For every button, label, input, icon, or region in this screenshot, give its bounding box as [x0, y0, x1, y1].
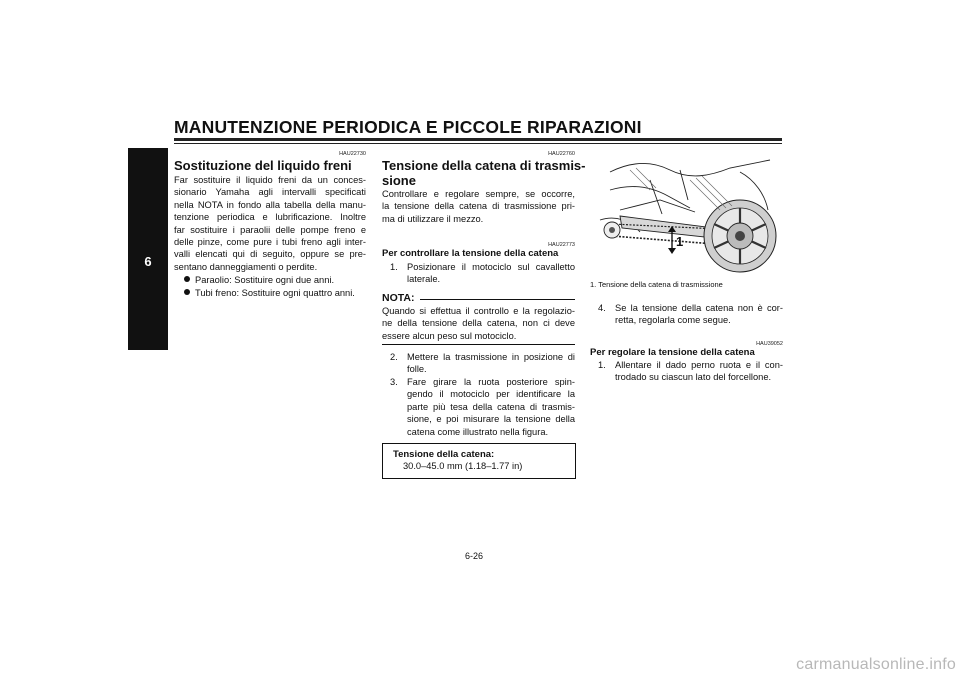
text-line: Fare girare la ruota posteriore spin-: [407, 377, 575, 387]
chapter-number: 6: [144, 254, 152, 269]
step-number: 4.: [598, 303, 606, 313]
title-line: sione: [382, 173, 416, 188]
text-line: far sostituire i paraolii delle pompe freno e: [174, 224, 366, 235]
page-header: MANUTENZIONE PERIODICA E PICCOLE RIPARAZIONI: [174, 117, 642, 137]
step-number: 1.: [390, 262, 398, 272]
section-title-chain-tension: [382, 158, 586, 188]
text-line: Se la tensione della catena non è cor-: [615, 303, 783, 313]
text-line: ma di utilizzare il mezzo.: [382, 213, 484, 224]
step-2: [390, 351, 575, 376]
bullet-text: Tubi freno: Sostituire ogni quattro anni.: [195, 288, 355, 298]
chain-figure: [590, 150, 783, 273]
watermark: carmanualsonline.info: [796, 656, 956, 673]
step-4: [598, 302, 783, 327]
bullet-text: Paraolio: Sostituire ogni due anni.: [195, 275, 335, 285]
step-adjust-1: [598, 359, 783, 384]
spec-value: 30.0–45.0 mm (1.18–1.77 in): [403, 461, 523, 471]
figure-caption: 1. Tensione della catena di trasmissione: [590, 280, 723, 289]
text-line: Posizionare il motociclo sul cavalletto: [407, 262, 575, 272]
text-line: gendo il motociclo per identificare la: [407, 389, 575, 400]
chain-tension-spec-box: [382, 443, 576, 479]
bullet-item: [184, 287, 355, 299]
figure-callout-number: 1: [676, 234, 684, 249]
section-code: HAU22760: [548, 151, 575, 157]
nota-paragraph: [382, 305, 575, 342]
text-line: valli elencati qui di seguito, oppure se pre-: [174, 249, 366, 260]
step-1: [390, 261, 575, 286]
nota-rule-top: [420, 299, 575, 300]
text-line: tenzione periodica e lubrificazione. Inoltre: [174, 212, 366, 223]
subsection-code: HAU39052: [756, 341, 783, 347]
text-line: delle pinze, come pure i tubi freno agli inter-: [174, 237, 366, 248]
spec-label: Tensione della catena:: [393, 449, 495, 460]
nota-label: NOTA:: [382, 292, 415, 304]
text-line: trodado su ciascun lato del forcellone.: [615, 372, 772, 383]
subsection-title-check-tension: Per controllare la tensione della catena: [382, 248, 559, 259]
text-line: parte più tesa della catena di trasmis-: [407, 401, 575, 412]
text-line: ne della tensione della catena, non ci deve: [382, 318, 575, 329]
step-number: 1.: [598, 360, 606, 370]
step-number: 2.: [390, 352, 398, 362]
bullet-item: [184, 274, 334, 286]
text-line: nella NOTA in fondo alla tabella della manu-: [174, 199, 366, 210]
motorcycle-rear-illustration: [590, 150, 783, 273]
chapter-tab: [128, 148, 168, 350]
text-line: la tensione della catena di trasmissione pri-: [382, 201, 575, 212]
text-line: Allentare il dado perno ruota e il con-: [615, 360, 783, 370]
section-code: HAU22730: [339, 151, 366, 157]
brake-fluid-paragraph: [174, 174, 366, 273]
text-line: sione, e poi misurare la tensione della: [407, 414, 575, 425]
page-number: 6-26: [465, 551, 484, 561]
text-line: Controllare e regolare sempre, se occorre,: [382, 189, 575, 199]
text-line: catena come illustrato nella figura.: [407, 426, 549, 437]
chain-intro-paragraph: [382, 188, 575, 225]
text-line: retta, regolarla come segue.: [615, 315, 731, 326]
header-rule-thin: [174, 143, 782, 144]
step-3: [390, 376, 575, 438]
subsection-title-adjust-tension: Per regolare la tensione della catena: [590, 347, 755, 358]
step-number: 3.: [390, 377, 398, 387]
header-rule: [174, 138, 782, 141]
text-line: sionario Yamaha agli intervalli specificati: [174, 187, 366, 198]
text-line: sentano danneggiamenti o perdite.: [174, 261, 318, 272]
subsection-code: HAU22773: [548, 242, 575, 248]
bullet-dot-icon: [184, 276, 190, 282]
text-line: Far sostituire il liquido freni da un conces-: [174, 175, 366, 185]
section-title-brake-fluid: Sostituzione del liquido freni: [174, 158, 352, 173]
bullet-dot-icon: [184, 289, 190, 295]
title-line: Tensione della catena di trasmis-: [382, 158, 586, 173]
text-line: Mettere la trasmissione in posizione di: [407, 352, 575, 362]
text-line: folle.: [407, 364, 427, 375]
text-line: Quando si effettua il controllo e la regolazio-: [382, 306, 575, 316]
text-line: essere alcun peso sul motociclo.: [382, 330, 517, 341]
text-line: laterale.: [407, 274, 441, 285]
nota-rule-bottom: [382, 344, 575, 345]
